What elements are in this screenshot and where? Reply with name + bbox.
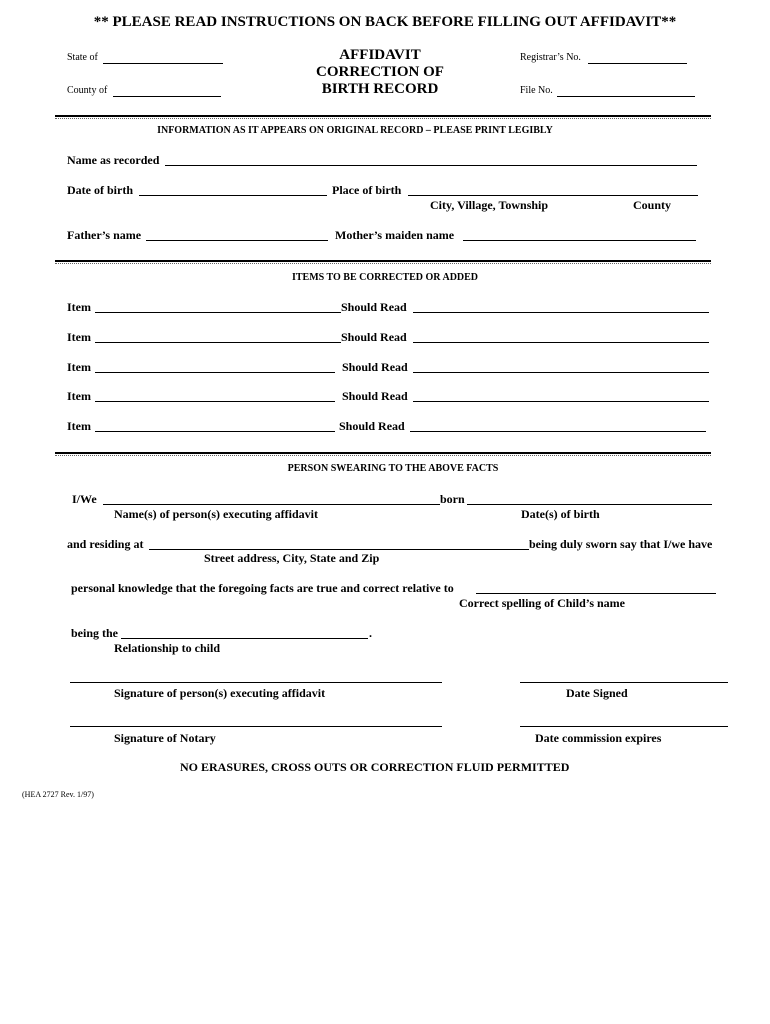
should-read-label: Should Read <box>342 360 408 374</box>
form-title <box>300 47 460 98</box>
county-label: County of <box>67 85 108 96</box>
item-field[interactable] <box>95 401 335 402</box>
no-erasures-warning: NO ERASURES, CROSS OUTS OR CORRECTION FLUID PERMITTED <box>180 760 570 774</box>
section-divider <box>55 115 711 117</box>
original-record-heading: INFORMATION AS IT APPEARS ON ORIGINAL RECORD – PLEASE PRINT LEGIBLY <box>157 125 553 136</box>
item-label: Item <box>67 300 91 314</box>
should-read-field[interactable] <box>413 342 709 343</box>
item-label: Item <box>67 360 91 374</box>
should-read-field[interactable] <box>413 401 709 402</box>
should-read-label: Should Read <box>342 389 408 403</box>
notary-signature-line[interactable] <box>70 726 442 727</box>
address-caption: Street address, City, State and Zip <box>204 551 380 565</box>
being-label: being the <box>71 626 119 640</box>
born-label: born <box>440 492 465 506</box>
section-divider-shadow <box>55 118 711 119</box>
date-signed-line[interactable] <box>520 682 728 683</box>
pob-field[interactable] <box>408 195 698 196</box>
item-field[interactable] <box>95 372 335 373</box>
father-field[interactable] <box>146 240 328 241</box>
title-line-3: BIRTH RECORD <box>321 81 439 97</box>
item-label: Item <box>67 389 91 403</box>
dob-label: Date of birth <box>67 183 133 197</box>
dob-field[interactable] <box>139 195 327 196</box>
section-divider-shadow <box>55 263 711 264</box>
affiant-signature-caption: Signature of person(s) executing affidavit <box>114 686 326 700</box>
county-caption: County <box>633 198 672 212</box>
section-divider <box>55 452 711 454</box>
should-read-field[interactable] <box>410 431 706 432</box>
child-name-field[interactable] <box>476 593 716 594</box>
sworn-label: being duly sworn say that I/we have <box>529 537 713 551</box>
affiant-names-field[interactable] <box>103 504 440 505</box>
affiant-dob-field[interactable] <box>467 504 712 505</box>
relationship-caption: Relationship to child <box>114 641 221 655</box>
county-field[interactable] <box>113 96 221 97</box>
period-mark: . <box>369 626 372 640</box>
form-number: (HEA 2727 Rev. 1/97) <box>22 790 94 799</box>
should-read-label: Should Read <box>339 419 405 433</box>
address-field[interactable] <box>149 549 529 550</box>
title-line-1: AFFIDAVIT <box>339 47 421 63</box>
father-label: Father’s name <box>67 228 142 242</box>
should-read-field[interactable] <box>413 372 709 373</box>
state-field[interactable] <box>103 63 223 64</box>
should-read-label: Should Read <box>341 330 407 344</box>
registrar-field[interactable] <box>588 63 687 64</box>
swearing-heading: PERSON SWEARING TO THE ABOVE FACTS <box>287 463 499 474</box>
knowledge-label: personal knowledge that the foregoing facts are true and correct relative to <box>71 581 454 595</box>
instructions-banner: ** PLEASE READ INSTRUCTIONS ON BACK BEFORE FILLING OUT AFFIDAVIT** <box>93 14 677 30</box>
section-divider <box>55 260 711 262</box>
item-field[interactable] <box>95 342 341 343</box>
item-label: Item <box>67 419 91 433</box>
commission-expires-caption: Date commission expires <box>535 731 662 745</box>
item-label: Item <box>67 330 91 344</box>
file-no-label: File No. <box>520 85 553 96</box>
mother-label: Mother’s maiden name <box>335 228 455 242</box>
residing-label: and residing at <box>67 537 144 551</box>
name-recorded-label: Name as recorded <box>67 153 160 167</box>
item-field[interactable] <box>95 312 341 313</box>
state-label: State of <box>67 52 98 63</box>
dates-caption: Date(s) of birth <box>521 507 600 521</box>
child-caption: Correct spelling of Child’s name <box>459 596 625 610</box>
iwe-label: I/We <box>72 492 97 506</box>
section-divider-shadow <box>55 455 711 456</box>
commission-expires-line[interactable] <box>520 726 728 727</box>
date-signed-caption: Date Signed <box>566 686 628 700</box>
should-read-field[interactable] <box>413 312 709 313</box>
should-read-label: Should Read <box>341 300 407 314</box>
pob-label: Place of birth <box>332 183 402 197</box>
city-caption: City, Village, Township <box>430 198 549 212</box>
title-line-2: CORRECTION OF <box>316 64 444 80</box>
affiant-signature-line[interactable] <box>70 682 442 683</box>
relationship-field[interactable] <box>121 638 368 639</box>
file-no-field[interactable] <box>557 96 695 97</box>
name-recorded-field[interactable] <box>165 165 697 166</box>
notary-signature-caption: Signature of Notary <box>114 731 216 745</box>
mother-field[interactable] <box>463 240 696 241</box>
registrar-label: Registrar’s No. <box>520 52 581 63</box>
corrections-heading: ITEMS TO BE CORRECTED OR ADDED <box>291 272 479 283</box>
names-caption: Name(s) of person(s) executing affidavit <box>114 507 318 521</box>
item-field[interactable] <box>95 431 335 432</box>
